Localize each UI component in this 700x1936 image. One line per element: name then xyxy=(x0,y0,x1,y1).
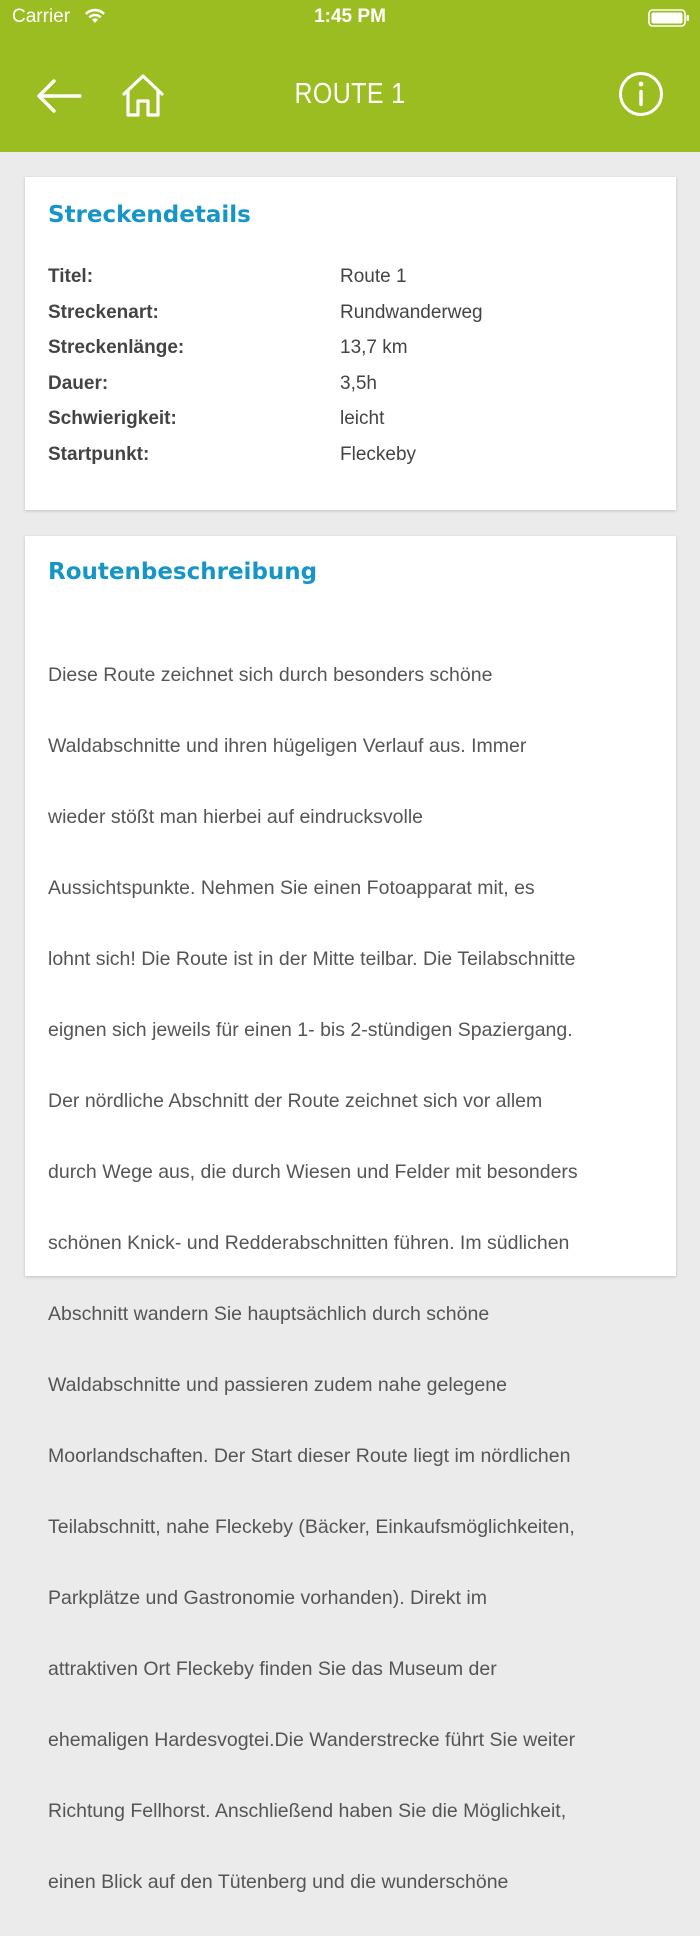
page-title: ROUTE 1 xyxy=(294,78,406,110)
description-line: Diese Route zeichnet sich durch besonders schöne xyxy=(48,663,493,686)
description-line: lohnt sich! Die Route ist in der Mitte teilbar. Die Teilabschnitte xyxy=(48,947,576,970)
detail-row xyxy=(48,408,658,444)
description-line: Moorlandschaften. Der Start dieser Route liegt im nördlichen xyxy=(48,1444,571,1467)
status-bar xyxy=(0,0,700,34)
detail-label: Streckenlänge: xyxy=(48,337,185,358)
detail-label: Dauer: xyxy=(48,372,109,394)
description-line: wieder stößt man hierbei auf eindrucksvolle xyxy=(48,805,424,828)
description-line: ehemaligen Hardesvogtei.Die Wanderstrecke führt Sie weiter xyxy=(48,1728,576,1751)
description-line: attraktiven Ort Fleckeby finden Sie das Museum der xyxy=(48,1657,497,1680)
detail-value: Rundwanderweg xyxy=(340,301,483,323)
detail-row xyxy=(48,444,658,480)
detail-value: Route 1 xyxy=(340,266,407,287)
detail-value: Fleckeby xyxy=(340,443,417,465)
detail-row xyxy=(48,337,658,373)
detail-value: 3,5h xyxy=(340,372,377,394)
detail-value: 13,7 km xyxy=(340,337,408,358)
status-time: 1:45 PM xyxy=(314,6,386,27)
description-line: Waldabschnitte und ihren hügeligen Verlauf aus. Immer xyxy=(48,734,527,757)
carrier-label: Carrier xyxy=(12,6,71,27)
info-icon[interactable] xyxy=(618,71,664,117)
battery-icon xyxy=(648,9,690,27)
details-heading: Streckendetails xyxy=(48,202,251,228)
description-line: schönen Knick- und Redderabschnitten führen. Im südlichen xyxy=(48,1231,570,1254)
description-line: durch Wege aus, die durch Wiesen und Felder mit besonders xyxy=(48,1160,578,1183)
detail-value: leicht xyxy=(340,408,385,429)
nav-bar xyxy=(0,34,700,152)
description-line: eignen sich jeweils für einen 1- bis 2-stündigen Spaziergang. xyxy=(48,1018,573,1041)
description-line: Abschnitt wandern Sie hauptsächlich durch schöne xyxy=(48,1302,490,1325)
description-line: Richtung Fellhorst. Anschließend haben Sie die Möglichkeit, xyxy=(48,1799,567,1822)
description-text xyxy=(48,622,658,1936)
detail-label: Startpunkt: xyxy=(48,443,150,465)
details-list xyxy=(48,266,658,479)
route-details-card xyxy=(25,177,676,510)
detail-label: Schwierigkeit: xyxy=(48,408,177,429)
detail-row xyxy=(48,373,658,409)
detail-row xyxy=(48,266,658,302)
detail-label: Streckenart: xyxy=(48,301,159,323)
description-line: Waldabschnitte und passieren zudem nahe gelegene xyxy=(48,1373,507,1396)
description-line: einen Blick auf den Tütenberg und die wunderschöne xyxy=(48,1870,509,1893)
description-line: Parkplätze und Gastronomie vorhanden). Direkt im xyxy=(48,1586,487,1609)
description-line: Aussichtspunkte. Nehmen Sie einen Fotoapparat mit, es xyxy=(48,876,535,899)
description-line: Teilabschnitt, nahe Fleckeby (Bäcker, Einkaufsmöglichkeiten, xyxy=(48,1515,575,1538)
description-line: Der nördliche Abschnitt der Route zeichnet sich vor allem xyxy=(48,1089,543,1112)
detail-row xyxy=(48,302,658,338)
detail-label: Titel: xyxy=(48,266,94,287)
description-heading: Routenbeschreibung xyxy=(48,559,318,585)
route-description-card xyxy=(25,536,676,1893)
